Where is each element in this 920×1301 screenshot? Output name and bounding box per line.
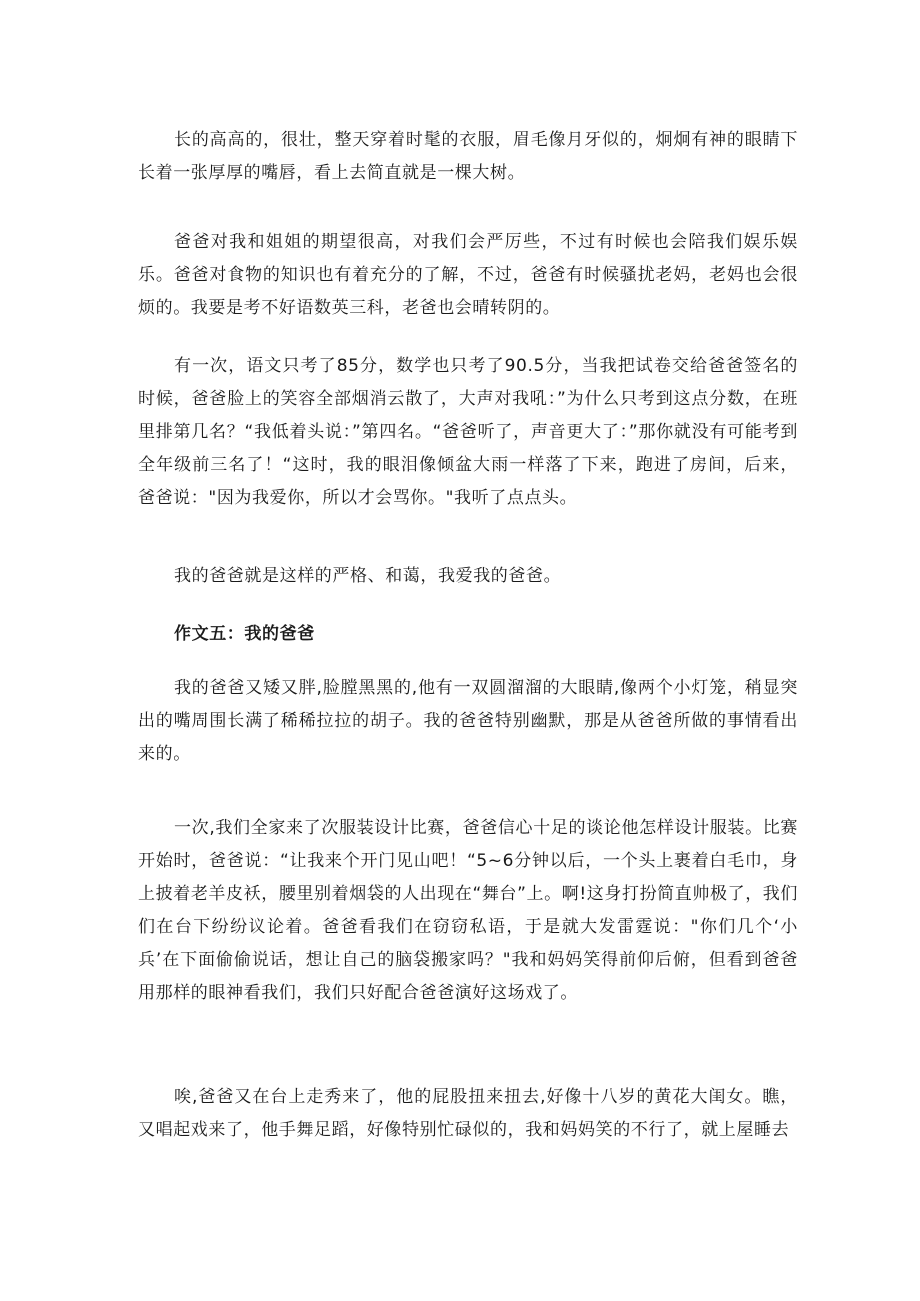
paragraph-dad-description: 我的爸爸又矮又胖,脸膛黑黑的,他有一双圆溜溜的大眼睛,像两个小灯笼，稍显突出的嘴周围长满了稀稀拉拉的胡子。我的爸爸特别幽默，那是从爸爸所做的事情看出来的。 <box>138 678 798 764</box>
paragraph-appearance: 长的高高的，很壮，整天穿着时髦的衣服，眉毛像月牙似的，炯炯有神的眼睛下长着一张厚厚的嘴唇，看上去简直就是一棵大树。 <box>138 130 798 183</box>
paragraph-conclusion: 我的爸爸就是这样的严格、和蔼，我爱我的爸爸。 <box>174 566 562 586</box>
essay-heading: 作文五：我的爸爸 <box>174 624 315 644</box>
paragraph-exam-story: 有一次，语文只考了85分，数学也只考了90.5分，当我把试卷交给爸爸签名的时候，爸爸脸上的笑容全部烟消云散了，大声对我吼：”为什么只考到这点分数，在班里排第几名？“我低着头说：”第四名。“爸爸听了，声音更大了：”那你就没有可能考到全年级前三名了！“这时，我的眼泪像倾盆大雨一样落了下来，跑进了房间，后来，爸爸说："因为我爱你，所以才会骂你。"我听了点点头。 <box>138 356 798 508</box>
paragraph-catwalk: 唉,爸爸又在台上走秀来了，他的屁股扭来扭去,好像十八岁的黄花大闺女。瞧，又唱起戏来了，他手舞足蹈，好像特别忙碌似的，我和妈妈笑的不行了，就上屋睡去 <box>138 1087 798 1140</box>
paragraph-expectations: 爸爸对我和姐姐的期望很高，对我们会严厉些，不过有时候也会陪我们娱乐娱乐。爸爸对食物的知识也有着充分的了解，不过，爸爸有时候骚扰老妈，老妈也会很烦的。我要是考不好语数英三科，老爸也会晴转阴的。 <box>138 232 798 318</box>
paragraph-fashion-contest: 一次,我们全家来了次服装设计比赛，爸爸信心十足的谈论他怎样设计服装。比赛开始时，爸爸说：“让我来个开门见山吧！“5~6分钟以后，一个头上裹着白毛巾，身上披着老羊皮袄，腰里别着烟袋的人出现在“舞台”上。啊!这身打扮简直帅极了，我们们在台下纷纷议论着。爸爸看我们在窃窃私语，于是就大发雷霆说："你们几个‘小兵’在下面偷偷说话，想让自己的脑袋搬家吗？"我和妈妈笑得前仰后俯，但看到爸爸用那样的眼神看我们，我们只好配合爸爸演好这场戏了。 <box>138 818 798 1003</box>
